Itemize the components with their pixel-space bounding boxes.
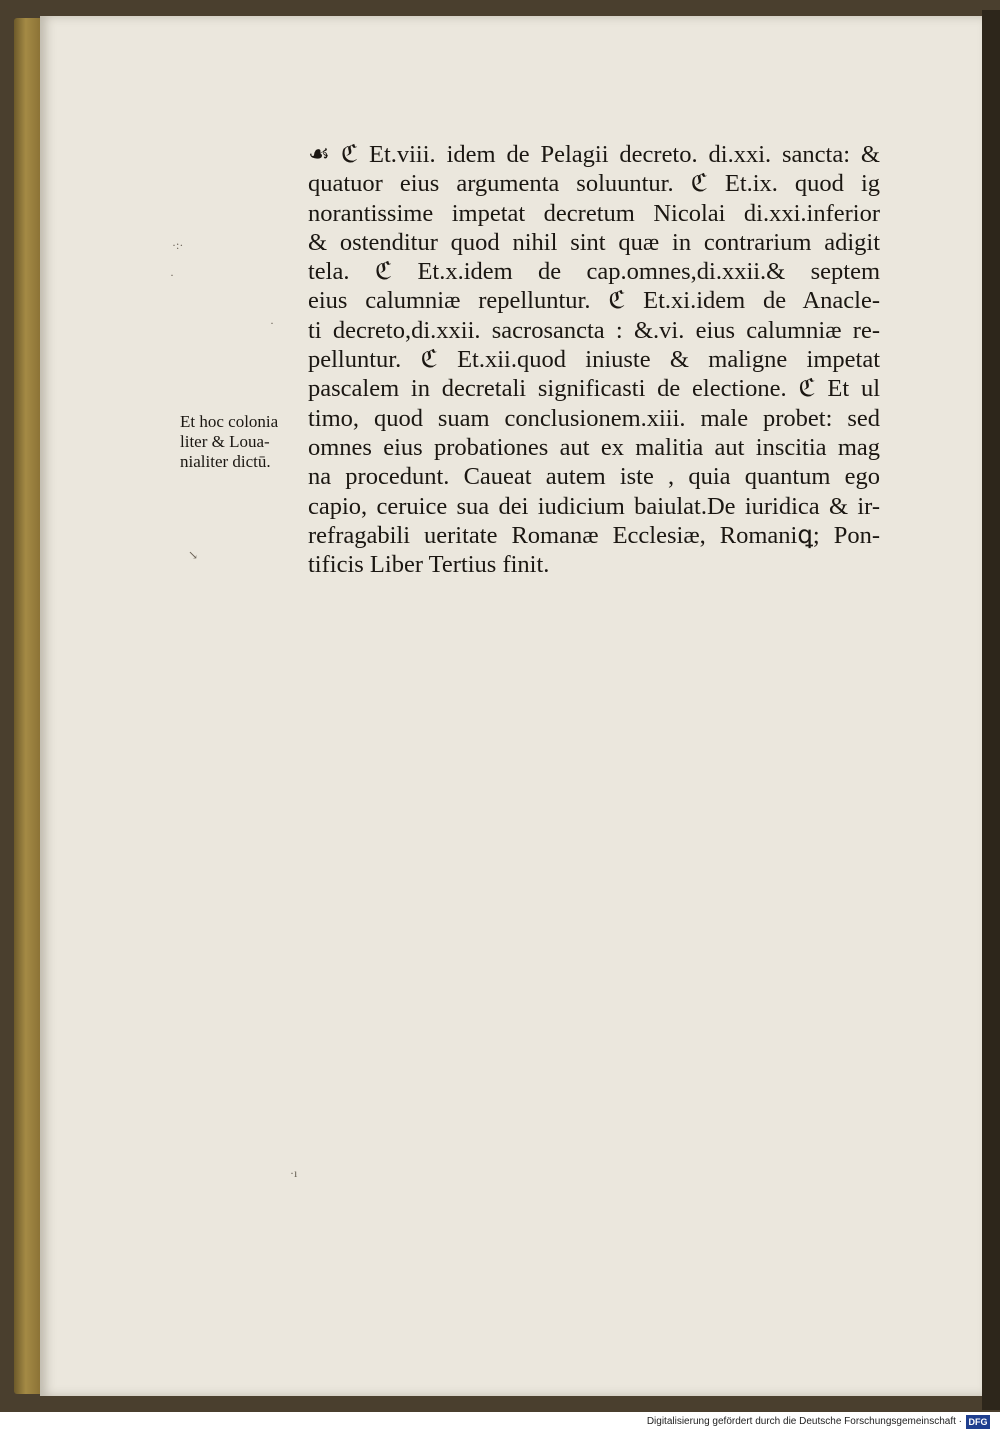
margin-note-line: Et hoc colonia (180, 412, 279, 431)
text-line: timo, quod suam conclusionem.xiii. male probet: sed (308, 404, 880, 432)
margin-note (180, 412, 310, 472)
ink-speck: ·:· (172, 238, 184, 252)
text-line: & ostenditur quod nihil sint quæ in contrarium adigit (308, 228, 880, 256)
ink-speck: ↘ (188, 548, 199, 562)
text-line: pascalem in decretali significasti de electione. ℭ Et ul (308, 375, 880, 403)
text-line: refragabili ueritate Romanæ Ecclesiæ, Romaniꝗ; Pon- (308, 521, 880, 549)
text-line: omnes eius probationes aut ex malitia aut inscitia mag (308, 433, 880, 461)
main-text (308, 140, 880, 579)
text-line: tela. ℭ Et.x.idem de cap.omnes,di.xxii.& septem (308, 258, 880, 286)
text-line: tificis Liber Tertius finit. (308, 551, 550, 579)
ink-speck: · (170, 268, 174, 282)
ink-speck: · (270, 316, 274, 330)
footer-credit: Digitalisierung gefördert durch die Deutsche Forschungsgemeinschaft · (646, 1416, 962, 1427)
text-line: na procedunt. Caueat autem iste , quia quantum ego (308, 463, 880, 491)
text-line: ti decreto,di.xxii. sacrosancta : &.vi. eius calumniæ re- (308, 316, 880, 344)
book-edge (14, 18, 40, 1394)
margin-note-line: nialiter dictū. (180, 452, 271, 471)
text-line: eius calumniæ repelluntur. ℭ Et.xi.idem de Anacle- (308, 287, 880, 315)
right-edge (982, 10, 1000, 1410)
text-line: norantissime impetat decretum Nicolai di.xxi.inferior (308, 199, 880, 227)
ink-speck: ·ı (290, 1166, 298, 1180)
text-line: ☙ ℭ Et.viii. idem de Pelagii decreto. di.xxi. sancta: & (308, 141, 880, 168)
dfg-logo: DFG (966, 1415, 990, 1429)
text-line: pelluntur. ℭ Et.xii.quod iniuste & maligne impetat (308, 346, 880, 374)
margin-note-line: liter & Loua- (180, 432, 270, 451)
text-line: capio, ceruice sua dei iudicium baiulat.De iuridica & ir- (308, 492, 880, 520)
text-line: quatuor eius argumenta soluuntur. ℭ Et.ix. quod ig (308, 170, 880, 198)
footer-bar (0, 1412, 1000, 1434)
